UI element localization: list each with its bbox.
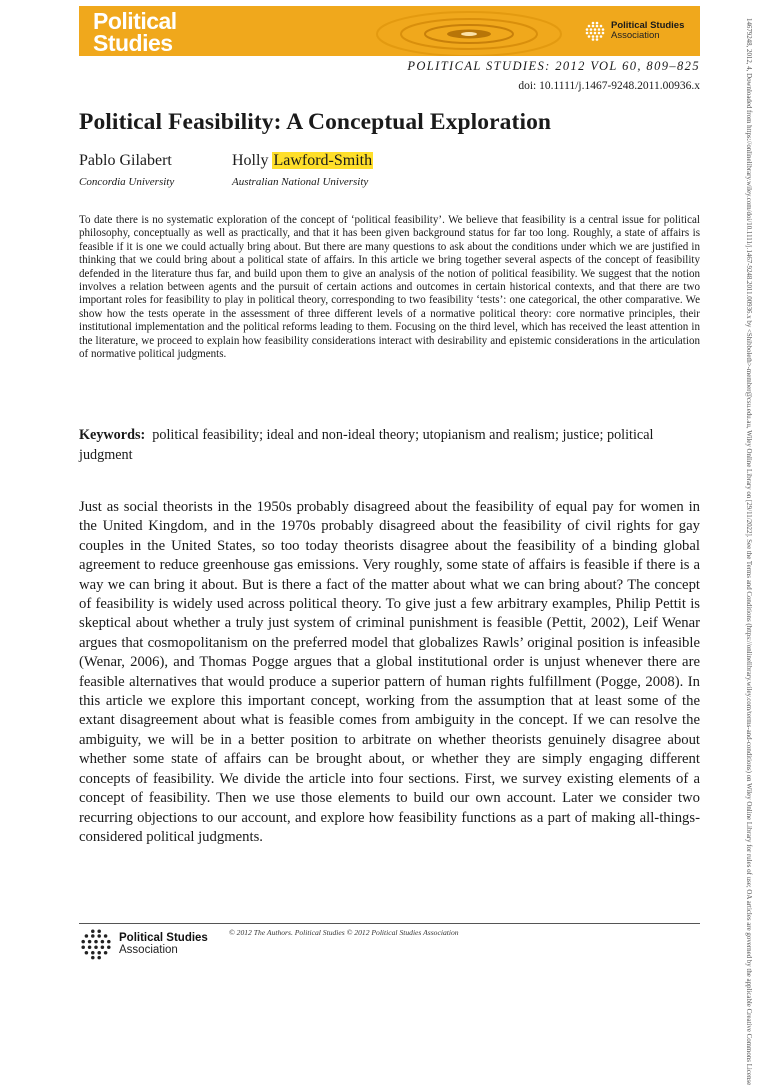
author-lawford-smith	[232, 152, 373, 188]
keywords	[79, 425, 700, 465]
doi-link[interactable]: doi: 10.1111/j.1467-9248.2011.00936.x	[518, 80, 700, 92]
article-title: Political Feasibility: A Conceptual Exploration	[79, 109, 552, 135]
association-name-top	[611, 21, 684, 41]
journal-logo	[93, 10, 177, 54]
association-line2: Association	[119, 944, 178, 956]
abstract: To date there is no systematic exploration of the concept of ‘political feasibility’. We believe that feasibility is a central issue for political philosophy, conceptually as well as practically, and that it has been given background status for far too long. Roughly, a state of affairs is feasible if it is one we could actually bring about. But there are many questions to ask about the conditions under which we are justified in thinking that we could bring about a political state of affairs. In this article we bring together several aspects of the concept of feasibility defended in the literature thus far, and build upon them to give an analysis of the notion of political feasibility. We suggest that the notion involves a relation between agents and the pursuit of certain actions and outcomes in certain historical contexts, and that there are two important roles for feasibility to play in political theory, corresponding to two feasibility ‘tests’: one categorical, the other comparative. We show how the tests operate in the assessment of three different levels of a normative political theory: core normative principles, their institutional implementation and the political reforms leading to them. Focusing on the third level, which has received the least attention in the literature, we proceed to explain how feasibility considerations interact with desirability and epistemic considerations in the articulation of normative political judgments.	[79, 214, 700, 361]
keywords-label: Keywords:	[79, 427, 146, 443]
keywords-text: political feasibility; ideal and non-ideal theory; utopianism and realism; justice; political judgment	[79, 427, 654, 463]
download-side-note	[741, 18, 755, 1085]
download-notice-text: 14679248, 2012, 4, Downloaded from https://onlinelibrary.wiley.com/doi/10.1111/j.1467-9248.2011.00936.x by <Shibboleth>-member@csu.edu.au, Wiley Online Library on [29/11/2022]. See the Terms and Conditions (https://onlinelibrary.wiley.com/terms-and-conditions) on Wiley Online Library for rules of use; OA articles are governed by the applicable Creative Commons License	[745, 18, 752, 1085]
journal-reference: POLITICAL STUDIES: 2012 VOL 60, 809–825	[407, 59, 700, 73]
association-line1: Political Studies	[611, 20, 685, 31]
psa-dots-icon	[585, 21, 605, 41]
association-logo-top	[585, 21, 684, 41]
body-paragraph: Just as social theorists in the 1950s probably disagreed about the feasibility of equal pay for women in the United Kingdom, and in the 1970s probably disagreed about the feasibility of civil rights for gay couples in the United States, so too today theorists disagree about the feasibility of a binding global agreement to reduce greenhouse gas emissions. Very roughly, some state of affairs is feasible if there is a way we can bring it about. But is there a fact of the matter about what we can bring about? The concept of feasibility is widely used across political theory. To give just a few arbitrary examples, Philip Pettit is skeptical about whether a truly just system of criminal punishment is feasible (Pettit, 2002), Leif Wenar argues that cosmopolitanism on the preferred model that globalizes Rawls’ original position is infeasible (Wenar, 2006), and Thomas Pogge argues that a global institutional order is unjust whenever there are feasible alternatives that would produce a superior pattern of human rights fulfillment (Pogge, 2008). In this article we explore this important concept, working from the assumption that at least some of the extant disagreement about what is feasible comes from ambiguity in the concept. If we can resolve the ambiguity, we will be in a better position to arbitrate on whether theorists genuinely disagree about whether some state of affairs can be brought about, or whether they are simply engaging different concepts of feasibility. We divide the article into four sections. First, we survey existing elements of a concept of feasibility. Then we use those elements to build our own account. Later we consider two recurring objections to our account, and explore how feasibility functions as a part of making all-things-considered political judgments.	[79, 499, 700, 845]
journal-logo-line2: Studies	[93, 30, 173, 56]
author-affiliation: Australian National University	[232, 176, 369, 188]
association-line1: Political Studies	[119, 932, 208, 944]
author-first-name: Holly	[232, 152, 269, 169]
author-affiliation: Concordia University	[79, 176, 175, 188]
copyright-notice: © 2012 The Authors. Political Studies © 2012 Political Studies Association	[229, 928, 459, 937]
psa-dots-icon	[80, 928, 112, 960]
association-logo-bottom	[80, 928, 208, 960]
author-gilabert	[79, 152, 174, 188]
association-name-bottom	[119, 932, 208, 956]
journal-logo-line1: Political	[93, 8, 177, 34]
water-ripple-icon	[369, 6, 569, 56]
journal-banner	[79, 6, 700, 56]
association-line2: Association	[611, 30, 660, 41]
author-name[interactable]: Pablo Gilabert	[79, 152, 172, 169]
highlighted-surname: Lawford-Smith	[273, 152, 373, 169]
footer-divider	[79, 923, 700, 924]
author-name[interactable]	[232, 152, 373, 170]
